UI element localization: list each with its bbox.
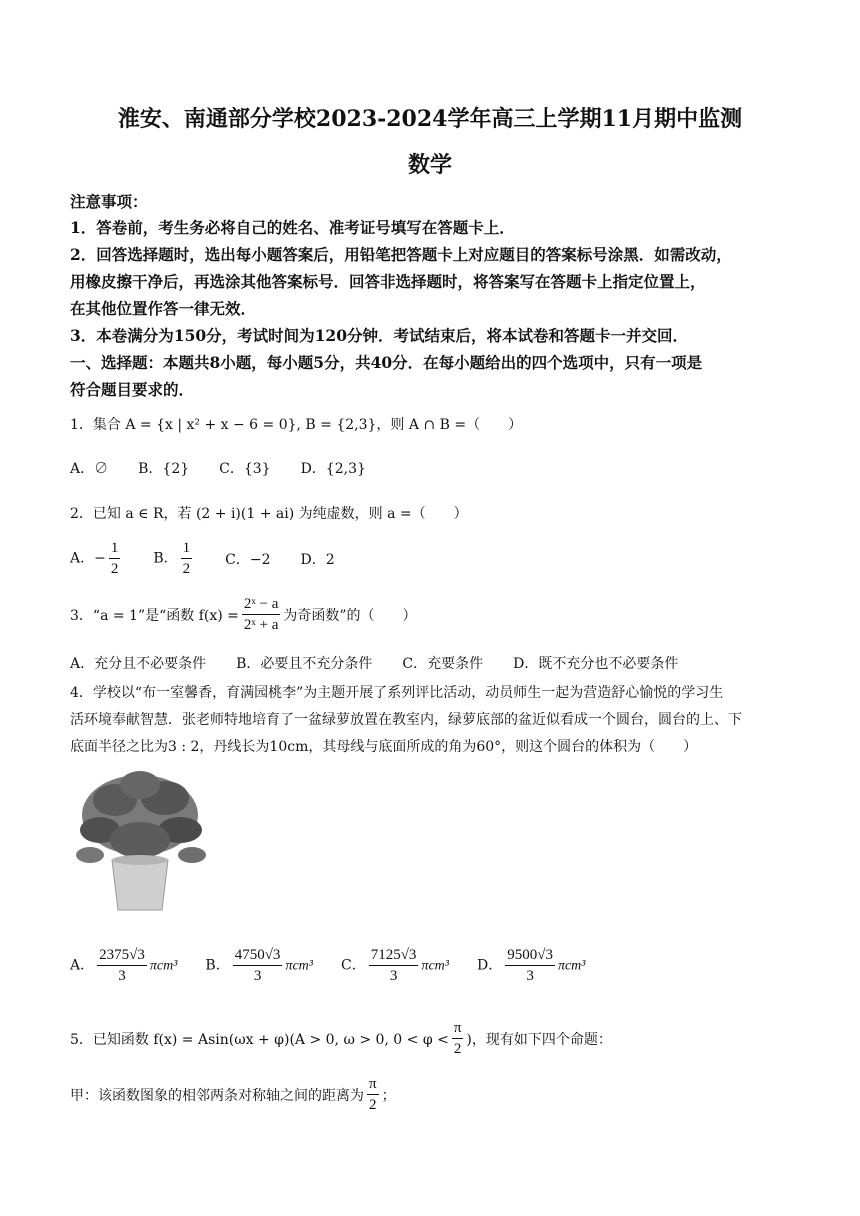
question-3-options (70, 653, 678, 673)
option-d: D． $\frac{9500√3}{3}$ πcm³ (476, 947, 586, 984)
fraction: $\frac{1}{2}$ (110, 540, 119, 577)
potted-plant-image (70, 760, 210, 920)
subject-title: 数学 (407, 152, 452, 178)
section-heading: 符合题目要求的． (70, 380, 195, 399)
option-a: A．充分且不必要条件 (70, 656, 207, 672)
question-4-line: 底面半径之比为3 : 2，丹线长为10cm，其母线与底面所成的角为60°，则这个圆台的体积为（ ） (70, 739, 698, 755)
question-2-options (70, 538, 335, 579)
fraction: $\frac{9500√3}{3}$ (507, 947, 553, 984)
question-4-line: 4．学校以“布一室馨香，育满园桃李”为主题开展了系列评比活动，动员师生一起为营造舒心愉悦的学习生 (70, 685, 724, 701)
option-a: A． $\frac{2375√3}{3}$ πcm³ (70, 947, 178, 984)
option-d: D．2 (300, 551, 335, 568)
option-d: D．既不充分也不必要条件 (513, 656, 679, 672)
option-b: B． $\frac{1}{2}$ (153, 540, 191, 577)
option-b: B．必要且不充分条件 (236, 656, 373, 672)
notice-heading: 注意事项： (70, 192, 148, 211)
notice-item: 3．本卷满分为150分，考试时间为120分钟．考试结束后，将本试卷和答题卡一并交回． (70, 326, 688, 345)
fraction: $\frac{2375√3}{3}$ (99, 947, 145, 984)
option-c: C． $\frac{7125√3}{3}$ πcm³ (340, 947, 449, 984)
question-3: 3．“a = 1”是“函数 f(x) = $\frac{\text{2ˣ − a}}{\text{2ˣ + a}}$ 为奇函数”的（ ） (70, 596, 417, 633)
fraction: $\frac{\pi}{2}$ (453, 1020, 462, 1057)
fraction: $\frac{1}{2}$ (182, 540, 191, 577)
fraction: $\frac{\text{2ˣ − a}}{\text{2ˣ + a}}$ (243, 596, 279, 633)
notice-item: 1．答卷前，考生务必将自己的姓名、准考证号填写在答题卡上． (70, 218, 515, 237)
option-c: C．{3} (219, 461, 271, 477)
question-1-options (70, 458, 366, 478)
exam-title: 淮安、南通部分学校2023-2024学年高三上学期11月期中监测 (117, 106, 743, 132)
notice-item: 用橡皮擦干净后，再选涂其他答案标号．回答非选择题时，将答案写在答题卡上指定位置上， (70, 272, 706, 291)
question-2: 2．已知 a ∈ R，若 (2 + i)(1 + ai) 为纯虚数，则 a =（ ） (70, 506, 468, 522)
option-a: A．∅ (70, 461, 109, 477)
notice-item: 2．回答选择题时，选出每小题答案后，用铅笔把答题卡上对应题目的答案标号涂黑．如需改动， (70, 245, 732, 264)
proposition-jia: 甲：该函数图象的相邻两条对称轴之间的距离为 $\frac{\pi}{2}$ ； (70, 1076, 396, 1113)
option-d: D．{2,3} (300, 461, 366, 477)
option-b: B． $\frac{4750√3}{3}$ πcm³ (205, 947, 313, 984)
option-b: B．{2} (138, 461, 190, 477)
option-c: C．−2 (225, 551, 271, 568)
question-5: 5．已知函数 f(x) = Asin(ωx + φ)(A > 0, ω > 0, 0 < φ < $\frac{\pi}{2}$ )，现有如下四个命题： (70, 1020, 612, 1057)
option-c: C．充要条件 (402, 656, 484, 672)
question-4-line: 活环境奉献智慧．张老师特地培育了一盆绿萝放置在教室内，绿萝底部的盆近似看成一个圆台，圆台的上、下 (70, 712, 742, 728)
question-4-options (70, 945, 586, 986)
fraction: $\frac{\pi}{2}$ (369, 1076, 377, 1113)
option-a: A．− $\frac{1}{2}$ (70, 540, 119, 577)
fraction: $\frac{4750√3}{3}$ (234, 947, 281, 984)
notice-item: 在其他位置作答一律无效． (70, 299, 257, 318)
section-heading: 一、选择题：本题共8小题，每小题5分，共40分．在每小题给出的四个选项中，只有一项是 (70, 353, 703, 372)
question-1: 1．集合 A = {x | x² + x − 6 = 0}, B = {2,3}，则 A ∩ B =（ ） (70, 417, 523, 433)
fraction: $\frac{7125√3}{3}$ (370, 947, 417, 984)
